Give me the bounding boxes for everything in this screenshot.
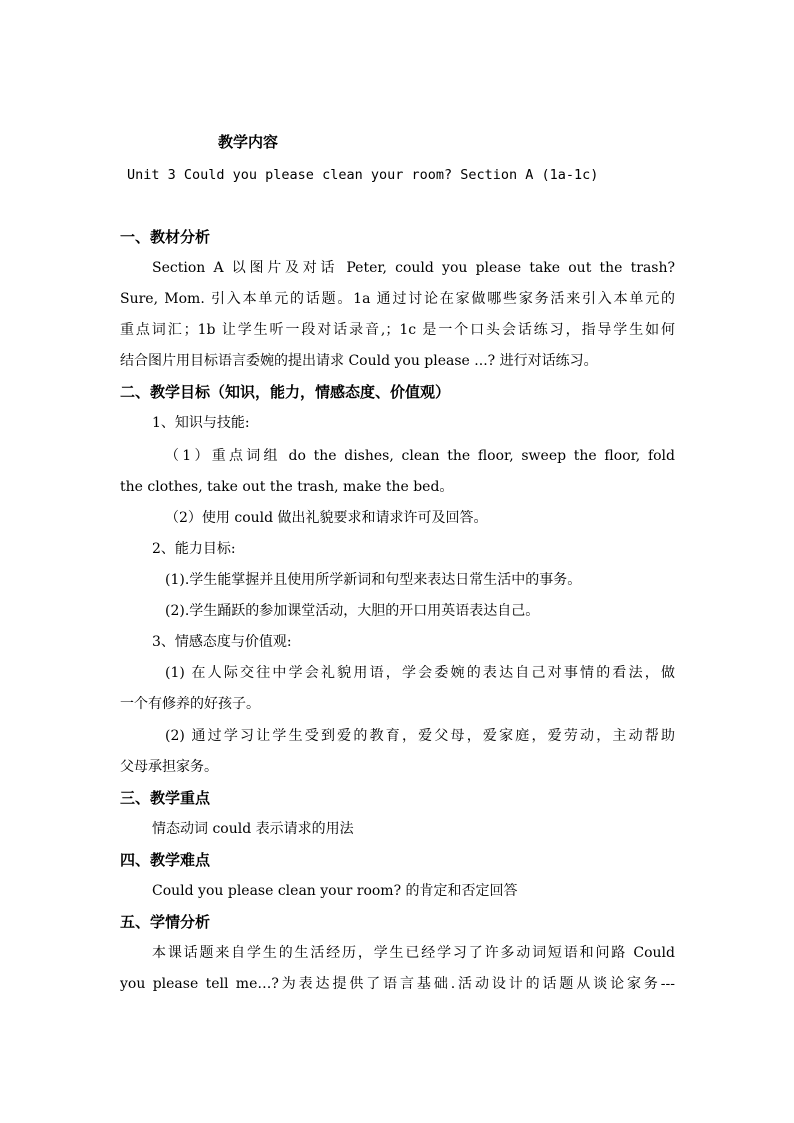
paragraph-line: 结合图片用目标语言委婉的提出请求 Could you please ...? 进行对话练习。 (120, 353, 598, 369)
paragraph-line: Section A 以图片及对话 Peter, could you please take out the trash? (152, 260, 675, 276)
list-item: (1).学生能掌握并且使用所学新词和句型来表达日常生活中的事务。 (165, 572, 582, 588)
list-item: （2）使用 could 做出礼貌要求和请求许可及回答。 (165, 510, 488, 526)
section-heading-key-points: 三、教学重点 (120, 789, 211, 807)
list-item-line: the clothes, take out the trash, make the bed。 (120, 479, 454, 495)
list-item-line: （1）重点词组 do the dishes, clean the floor, sweep the floor, fold (165, 448, 675, 464)
paragraph-line: Could you please clean your room? 的肯定和否定回答 (152, 883, 518, 899)
section-heading-textbook-analysis: 一、教材分析 (120, 228, 211, 246)
subheading-knowledge-skills: 1、知识与技能: (152, 415, 250, 431)
section-heading-learner-analysis: 五、学情分析 (120, 913, 211, 931)
section-heading-teaching-objectives: 二、教学目标（知识，能力，情感态度、价值观） (120, 383, 451, 401)
list-item: (2).学生踊跃的参加课堂活动，大胆的开口用英语表达自己。 (165, 603, 540, 619)
paragraph-line: 情态动词 could 表示请求的用法 (152, 821, 354, 837)
list-item-line: 一个有修养的好孩子。 (120, 696, 260, 712)
paragraph-line: Sure, Mom. 引入本单元的话题。1a 通过讨论在家做哪些家务活来引入本单元的 (120, 291, 675, 307)
list-item-line: (1) 在人际交往中学会礼貌用语，学会委婉的表达自己对事情的看法，做 (165, 665, 675, 681)
page-title: 教学内容 (218, 133, 279, 151)
paragraph-line: you please tell me…?为表达提供了语言基础.活动设计的话题从谈论家务--- (120, 976, 675, 992)
section-heading-difficult-points: 四、教学难点 (120, 851, 211, 869)
list-item-line: 父母承担家务。 (120, 759, 218, 775)
page-subtitle: Unit 3 Could you please clean your room? Section A (1a-1c) (127, 167, 599, 183)
list-item-line: (2) 通过学习让学生受到爱的教育，爱父母，爱家庭，爱劳动，主动帮助 (165, 728, 675, 744)
subheading-attitude-values: 3、情感态度与价值观: (152, 634, 292, 650)
paragraph-line: 本课话题来自学生的生活经历，学生已经学习了许多动词短语和问路 Could (152, 945, 675, 961)
paragraph-line: 重点词汇；1b 让学生听一段对话录音,；1c 是一个口头会话练习，指导学生如何 (120, 322, 675, 338)
subheading-ability-goals: 2、能力目标: (152, 541, 236, 557)
